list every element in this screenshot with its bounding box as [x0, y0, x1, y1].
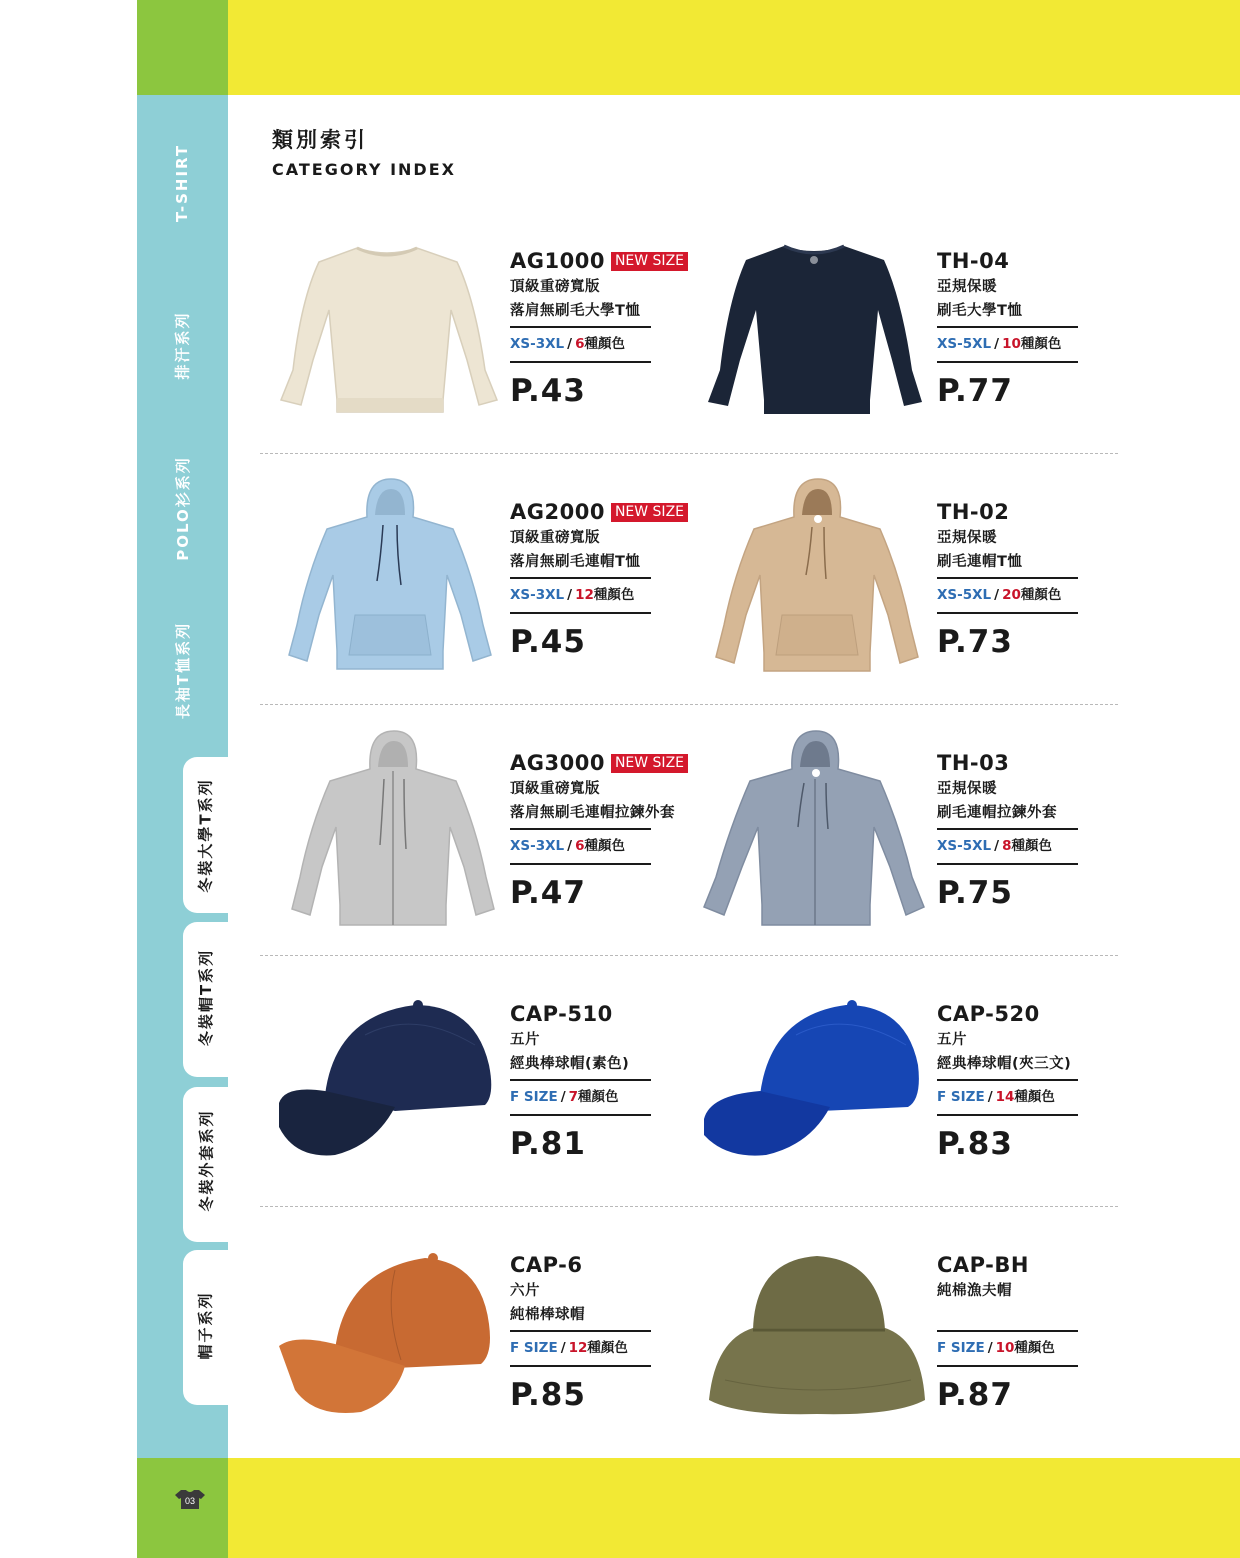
bucket-hat-icon [705, 1250, 930, 1420]
product-code: TH-03 [937, 751, 1010, 775]
page-number-badge [175, 1488, 205, 1510]
product-desc: 頂級重磅寬版 [510, 781, 600, 797]
product-desc: 頂級重磅寬版 [510, 279, 600, 295]
page-link[interactable]: P.75 [937, 875, 1013, 911]
page-link[interactable]: P.83 [937, 1126, 1013, 1162]
page-link[interactable]: P.73 [937, 624, 1013, 660]
product-code: CAP-6 [510, 1253, 583, 1277]
product-code: CAP-520 [937, 1002, 1040, 1026]
baseball-cap-icon [700, 995, 925, 1160]
page-link[interactable]: P.77 [937, 373, 1013, 409]
product-card-cap510[interactable] [510, 1001, 680, 1162]
hoodie-icon [712, 475, 922, 675]
product-card-th02[interactable] [937, 499, 1107, 660]
svg-text:03: 03 [184, 1496, 196, 1506]
product-spec: XS-5XL / 20種顏色 [937, 577, 1078, 614]
product-code: TH-02 [937, 500, 1010, 524]
baseball-cap-icon [275, 1250, 500, 1420]
product-card-capbh[interactable] [937, 1252, 1107, 1413]
product-desc: 純棉漁夫帽 [937, 1283, 1012, 1299]
new-size-badge: NEW SIZE [611, 754, 688, 773]
product-desc: 刷毛連帽T恤 [937, 554, 1023, 570]
page-title: 類別索引 [272, 128, 368, 152]
product-desc: 亞規保暖 [937, 279, 997, 295]
page-link[interactable]: P.45 [510, 624, 586, 660]
product-card-th04[interactable] [937, 248, 1107, 409]
product-card-cap6[interactable] [510, 1252, 680, 1413]
product-desc: 經典棒球帽(素色) [510, 1056, 630, 1072]
page-subtitle: CATEGORY INDEX [272, 160, 456, 179]
new-size-badge: NEW SIZE [611, 252, 688, 271]
product-card-cap520[interactable] [937, 1001, 1107, 1162]
product-spec: XS-3XL / 6種顏色 [510, 326, 651, 363]
product-desc: 純棉棒球帽 [510, 1307, 585, 1323]
product-card-ag2000[interactable] [510, 499, 685, 660]
product-code: AG3000 [510, 751, 605, 775]
product-spec: F SIZE / 12種顏色 [510, 1330, 651, 1367]
row-divider [260, 704, 1118, 705]
product-code: AG1000 [510, 249, 605, 273]
hoodie-icon [285, 475, 495, 675]
page-link[interactable]: P.85 [510, 1377, 586, 1413]
product-card-ag3000[interactable] [510, 750, 710, 911]
product-code: CAP-BH [937, 1253, 1029, 1277]
product-desc: 落肩無刷毛連帽拉鍊外套 [510, 805, 675, 821]
product-spec: XS-5XL / 10種顏色 [937, 326, 1078, 363]
product-desc: 亞規保暖 [937, 530, 997, 546]
zip-hoodie-icon [700, 727, 928, 929]
product-spec: XS-5XL / 8種顏色 [937, 828, 1078, 865]
bottom-yellow-banner [228, 1458, 1240, 1558]
product-desc: 五片 [510, 1032, 540, 1048]
top-yellow-banner [228, 0, 1240, 95]
row-divider [260, 955, 1118, 956]
zip-hoodie-icon [288, 727, 498, 929]
product-spec: F SIZE / 10種顏色 [937, 1330, 1078, 1367]
page-link[interactable]: P.81 [510, 1126, 586, 1162]
product-spec: XS-3XL / 6種顏色 [510, 828, 651, 865]
sweatshirt-icon [702, 240, 927, 420]
product-code: AG2000 [510, 500, 605, 524]
product-spec: XS-3XL / 12種顏色 [510, 577, 651, 614]
product-desc: 六片 [510, 1283, 540, 1299]
product-code: CAP-510 [510, 1002, 613, 1026]
baseball-cap-icon [275, 995, 500, 1160]
product-desc: 亞規保暖 [937, 781, 997, 797]
page-link[interactable]: P.47 [510, 875, 586, 911]
row-divider [260, 1206, 1118, 1207]
row-divider [260, 453, 1118, 454]
product-desc: 刷毛連帽拉鍊外套 [937, 805, 1057, 821]
product-desc: 五片 [937, 1032, 967, 1048]
product-spec: F SIZE / 7種顏色 [510, 1079, 651, 1116]
product-desc: 刷毛大學T恤 [937, 303, 1023, 319]
product-spec: F SIZE / 14種顏色 [937, 1079, 1078, 1116]
new-size-badge: NEW SIZE [611, 503, 688, 522]
page-link[interactable]: P.87 [937, 1377, 1013, 1413]
product-desc: 落肩無刷毛大學T恤 [510, 303, 641, 319]
product-code: TH-04 [937, 249, 1010, 273]
product-card-th03[interactable] [937, 750, 1107, 911]
top-left-green-block [137, 0, 228, 95]
product-desc: 落肩無刷毛連帽T恤 [510, 554, 641, 570]
sweatshirt-icon [275, 240, 500, 420]
product-card-ag1000[interactable] [510, 248, 685, 409]
product-desc: 經典棒球帽(夾三文) [937, 1056, 1072, 1072]
product-desc: 頂級重磅寬版 [510, 530, 600, 546]
page-link[interactable]: P.43 [510, 373, 586, 409]
